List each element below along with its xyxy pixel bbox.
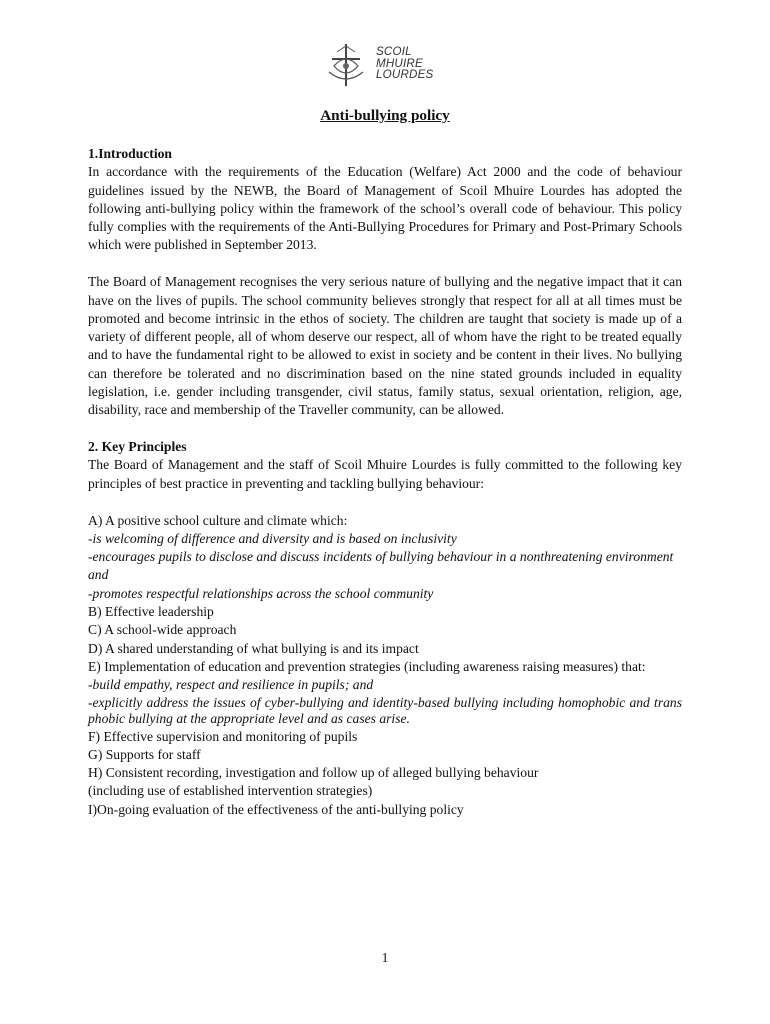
page-number: 1 [381, 950, 389, 965]
principle-g: G) Supports for staff [88, 746, 201, 762]
principle-e-item-2: -explicitly address the issues of cyber-bullying and identity-based bullying including homophobic and trans phobic bullying at the appropriate level and as cases arise. [88, 694, 682, 727]
principle-f: F) Effective supervision and monitoring of pupils [88, 728, 358, 744]
principles-paragraph: The Board of Management and the staff of Scoil Mhuire Lourdes is fully committed to the following key principles of best practice in preventing and tackling bullying behaviour: [88, 457, 682, 491]
intro-paragraph-2: The Board of Management recognises the very serious nature of bullying and the negative impact that it can have on the lives of pupils. The school community believes strongly that respect for all at all times must be promoted and become intrinsic in the ethos of society. The children are taught that society is made up of a variety of different people, all of whom deserve our respect, all of whom have the right to be treated equally and to have the fundamental right to be allowed to exist in society and be content in their lives. No bullying can therefore be tolerated and no discrimination based on the nine stated grounds included in equality legislation, i.e. gender including transgender, civil status, family status, sexual orientation, religion, age, disability, race and membership of the Traveller community, can be allowed. [88, 274, 682, 418]
principles-heading: 2. Key Principles [88, 439, 187, 455]
principle-a-item-1: -is welcoming of difference and diversity and is based on inclusivity [88, 530, 457, 546]
document-body [88, 145, 682, 819]
principle-a-item-3: -promotes respectful relationships across the school community [88, 585, 434, 601]
principle-a-item-2: -encourages pupils to disclose and discuss incidents of bullying behaviour in a nonthreatening environment and [88, 549, 674, 583]
principle-e-item-1: -build empathy, respect and resilience in pupils; and [88, 677, 374, 693]
intro-heading: 1.Introduction [88, 146, 172, 161]
principle-a: A) A positive school culture and climate which: [88, 512, 348, 528]
principle-d: D) A shared understanding of what bullying is and its impact [88, 640, 419, 656]
principle-e: E) Implementation of education and prevention strategies (including awareness raising measures) that: [88, 658, 646, 674]
principle-b: B) Effective leadership [88, 604, 214, 620]
logo-line-1: SCOIL [376, 45, 412, 58]
logo-line-2: MHUIRE [376, 56, 423, 70]
school-logo [326, 42, 451, 88]
logo-line-3: LOURDES [376, 68, 434, 82]
principle-h-line-2: (including use of established intervention strategies) [88, 783, 373, 799]
logo-wordmark [376, 46, 433, 81]
intro-paragraph-1: In accordance with the requirements of the Education (Welfare) Act 2000 and the code of behaviour guidelines issued by the NEWB, the Board of Management of Scoil Mhuire Lourdes has adopted the following anti-bullying policy within the framework of the school’s overall code of behaviour. This policy fully complies with the requirements of the Anti-Bullying Procedures for Primary and Post-Primary Schools which were published in September 2013. [88, 164, 682, 253]
cross-crest-icon [326, 42, 374, 88]
principle-h-line-1: H) Consistent recording, investigation and follow up of alleged bullying behaviour [88, 765, 539, 781]
principle-c: C) A school-wide approach [88, 622, 237, 638]
page-title: Anti-bullying policy [320, 107, 450, 124]
principle-i: I)On-going evaluation of the effectiveness of the anti-bullying policy [88, 801, 464, 817]
